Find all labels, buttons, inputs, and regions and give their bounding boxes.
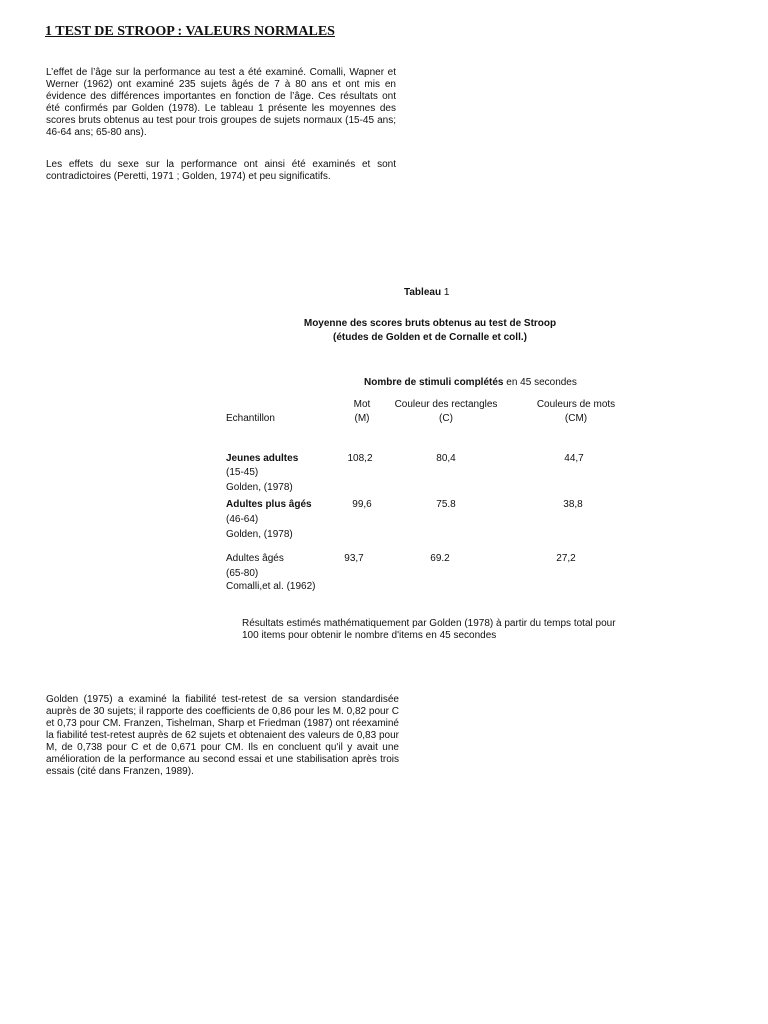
table-supheader: [364, 377, 577, 389]
table-caption-line2: (études de Golden et de Cornalle et coll.): [333, 332, 527, 343]
row-source: Golden, (1978): [226, 529, 293, 540]
table-label-bold: Tableau: [404, 287, 442, 298]
col-header-c-line2: (C): [439, 413, 453, 424]
row-source: Comalli,et al. (1962): [226, 581, 316, 592]
col-header-cm-line2: (CM): [564, 413, 588, 424]
page-title: 1 TEST DE STROOP : VALEURS NORMALES: [45, 24, 335, 39]
table-note: Résultats estimés mathématiquement par Golden (1978) à partir du temps total pour 100 items pour obtenir le nombre d'items en 45 secondes: [242, 618, 616, 641]
table-supheader-rest: en 45 secondes: [503, 377, 577, 388]
intro-paragraph: L’effet de l’âge sur la performance au test a été examiné. Comalli, Wapner et Werner (1962) ont examiné 235 sujets âgés de 7 à 80 ans et ont mis en évidence des différences importantes en fonction de l’âge. Ces résultats ont été confirmés par Golden (1978). Le tableau 1 présente les moyennes des scores bruts obtenus au test pour trois groupes de sujets normaux (15-45 ans; 46-64 ans; 65-80 ans).: [46, 67, 396, 138]
row-age: (46-64): [226, 514, 259, 525]
row-source: Golden, (1978): [226, 482, 293, 493]
table-label: [404, 287, 449, 299]
table-caption-line1: Moyenne des scores bruts obtenus au test de Stroop: [303, 318, 557, 329]
row-cm-value: 27,2: [556, 553, 576, 564]
row-m-value: 93,7: [344, 553, 364, 564]
row-cm-value: 38,8: [563, 499, 583, 510]
row-c-value: 69.2: [430, 553, 450, 564]
col-header-c-line1: Couleur des rectangles: [394, 399, 498, 410]
col-header-m-line1: Mot: [353, 399, 371, 410]
row-name: Adultes plus âgés: [226, 499, 312, 510]
row-m-value: 108,2: [347, 453, 373, 464]
row-name: Adultes âgés: [226, 553, 284, 564]
row-c-value: 80,4: [436, 453, 456, 464]
col-header-m-line2: (M): [354, 413, 370, 424]
col-header-sample: Echantillon: [226, 413, 275, 424]
sex-effect-paragraph: Les effets du sexe sur la performance ont ainsi été examinés et sont contradictoires (Peretti, 1971 ; Golden, 1974) et peu significatifs.: [46, 159, 396, 182]
table-supheader-bold: Nombre de stimuli complétés: [364, 377, 504, 388]
row-m-value: 99,6: [352, 499, 372, 510]
row-c-value: 75.8: [436, 499, 456, 510]
row-age: (65-80): [226, 568, 259, 579]
row-name: Jeunes adultes: [226, 453, 299, 464]
row-cm-value: 44,7: [564, 453, 584, 464]
row-age: (15-45): [226, 467, 259, 478]
test-retest-paragraph: Golden (1975) a examiné la fiabilité test-retest de sa version standardisée auprès de 30 sujets; il rapporte des coefficients de 0,86 pour les M. 0,82 pour C et 0,73 pour CM. Franzen, Tishelman, Sharp et Friedman (1987) ont réexaminé la fiabilité test-retest auprès de 62 sujets et obtenaient des valeurs de 0,83 pour M, de 0,738 pour C et de 0,671 pour CM. Ils en concluent qu'il y avait une amélioration de la performance au second essai et une stabilisation après trois essais (cité dans Franzen, 1989).: [46, 694, 399, 777]
table-label-number: 1: [441, 287, 450, 298]
col-header-cm-line1: Couleurs de mots: [536, 399, 616, 410]
